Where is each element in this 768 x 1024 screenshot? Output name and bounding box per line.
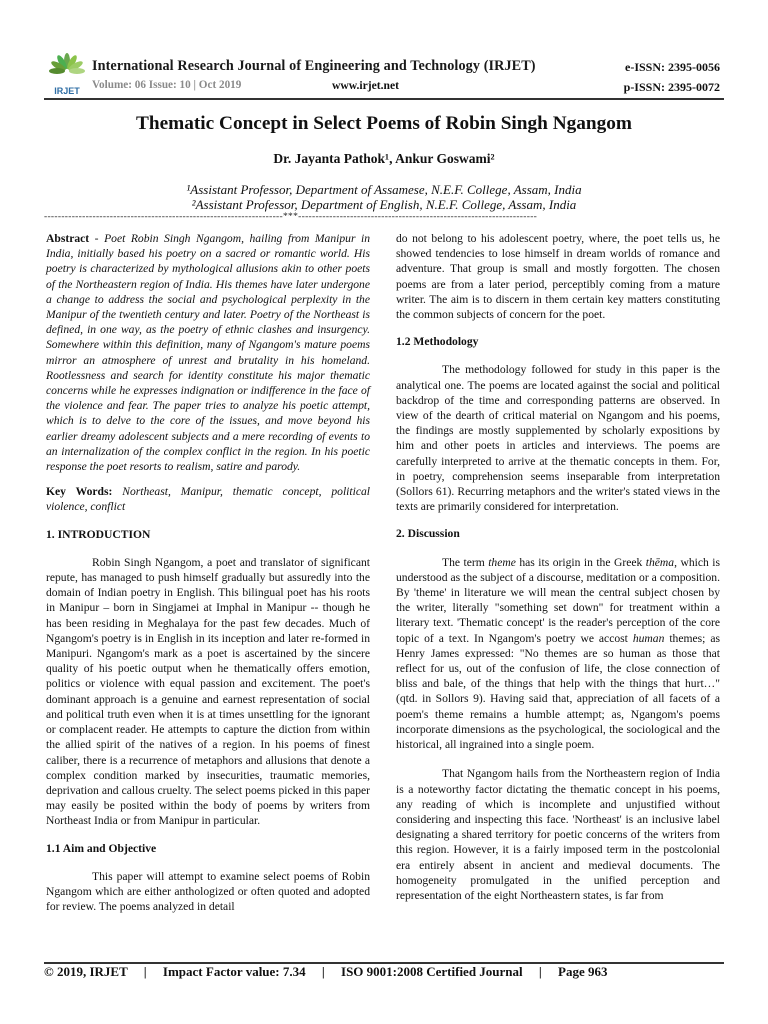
text-run: themes; as Henry James expressed: "No themes are so human as those that reflect for us, out of the confusion of life, the close connection of bliss and bale, of the things that help with the things that hurt…" (qtd. in Sollors 9). Having said that, appreciation of all facets of a poem's theme remains a humble attempt; as, Ngangom's poems incorporate dimensions as the psychological, the sociological and the historical, all ingrained into a single poem. — [396, 631, 720, 752]
affiliation-1: ¹Assistant Professor, Department of Assamese, N.E.F. College, Assam, India — [186, 182, 582, 197]
abstract-label: Abstract — [46, 232, 90, 245]
italic-term: human — [632, 631, 665, 645]
keywords-text: Northeast, Manipur, thematic concept, political violence, conflict — [46, 485, 371, 514]
logo-text: IRJET — [54, 86, 80, 96]
text-run: , which is understood as the subject of a discourse, meditation or a composition. By 'theme' in literature we will mean the central subject chosen by the writer, literally "something set down" for treatment within a literary text. 'Thematic concept' is the reader's perception of the core topic of a text. In Ngangom's poetry we accost — [396, 555, 720, 645]
journal-name: International Research Journal of Engineering and Technology (IRJET) — [92, 58, 536, 74]
left-column — [46, 231, 370, 914]
section-heading-aim: 1.1 Aim and Objective — [46, 841, 157, 855]
volume-issue: Volume: 06 Issue: 10 | Oct 2019 — [92, 79, 242, 91]
aim-paragraph-continued: do not belong to his adolescent poetry, where, the poet tells us, he showed tendencies to lose himself in dream worlds of romance and adventure. That group is small and mostly forgotten. The chosen poems are from a later period, perceptibly coming from a mature writer. The aim is to discern in them certain key matters constituting the common subjects of concern for the poet. — [396, 232, 720, 322]
paper-authors: Dr. Jayanta Pathok¹, Ankur Goswami² — [273, 151, 495, 166]
section-heading-discussion: 2. Discussion — [396, 527, 460, 541]
e-issn: e-ISSN: 2395-0056 — [625, 60, 720, 74]
abstract — [46, 231, 370, 474]
header-divider — [44, 98, 724, 100]
discussion-paragraph-1 — [396, 555, 720, 753]
italic-term: theme — [488, 555, 516, 569]
footer-copyright: © 2019, IRJET — [44, 964, 128, 979]
italic-term: thēma — [645, 555, 675, 569]
journal-website: www.irjet.net — [332, 79, 399, 92]
footer-iso: ISO 9001:2008 Certified Journal — [341, 964, 523, 979]
footer-page-number: Page 963 — [558, 964, 608, 979]
text-run: has its origin in the Greek — [515, 555, 646, 569]
abstract-text: - Poet Robin Singh Ngangom, hailing from Manipur in India, initially based his poetry on a sacred or romantic world. His poetry is characterized by mythological allusions akin to other poets of the Northeastern region of India. His themes have later undergone a change to address the social and psychological perplexity in the Manipur of the twentieth century and later. Poetry of the Northeast is defined, in one way, as the poetry of ethnic clashes and insurgency. Somewhere within this definition, many of Ngangom's mature poems mirror an atmosphere of unrest and brutality in his homeland. Rootlessness and search for identity constitute his major thematic concerns while he expresses indignation or indifference in the face of the violence and fear. The paper tries to analyze his poetic attempt, which is to delve to the core of the issues, and move beyond his earlier dreamy adolescent subjects and a mere recording of events to an internalization of the complex conflict in the region. In his poetic response the poet resorts to realism, satire and parody. — [46, 232, 370, 474]
page-footer: © 2019, IRJET | Impact Factor value: 7.34 | ISO 9001:2008 Certified Journal | Page 963 — [44, 964, 608, 979]
keywords-label: Key Words: — [46, 485, 113, 499]
methodology-paragraph: The methodology followed for study in this paper is the analytical one. The poems are located against the social and political backdrop of the time and corresponding patterns are observed. In view of the dearth of critical material on Ngangom and his poems, the findings are mostly supplemented by scholarly expositions by him and other poets in articles and interviews. The poems are carefully interpreted to arrive at the thematic concepts in them. For, in poetry, comprehension seems inseparable from interpretation (Sollors 61). Recurring metaphors and the writer's stated views in the texts are primarily considered for interpretation. — [396, 363, 720, 514]
section-separator: ---------------------------------------------------------------------***--------------------------------------------------------------------- — [44, 212, 538, 222]
text-run: The term — [442, 555, 489, 569]
paragraph-gap — [396, 752, 720, 766]
keywords — [46, 484, 370, 514]
section-heading-methodology: 1.2 Methodology — [396, 335, 479, 349]
paper-title: Thematic Concept in Select Poems of Robin Singh Ngangom — [136, 113, 632, 134]
discussion-paragraph-2: That Ngangom hails from the Northeastern region of India is a noteworthy factor dictating the thematic concept in his poems, any reading of which is incomplete and unjustified without considering and inspecting this face. 'Northeast' is an inclusive label designating a shared territory for poetic concerns of the writers from this region. However, it is a fairly imposed term in the postcolonial era entirely absent in ancient and medieval documents. The homogeneity promulgated in the unified perception and representation of the eight Northeastern states, is far from — [396, 767, 720, 902]
aim-paragraph: This paper will attempt to examine select poems of Robin Ngangom which are either anthologized or often quoted and adopted for review. The poems analyzed in detail — [46, 869, 370, 914]
footer-impact-factor: Impact Factor value: 7.34 — [162, 964, 306, 979]
section-heading-introduction: 1. INTRODUCTION — [46, 527, 151, 541]
right-column — [396, 231, 720, 903]
page-header — [0, 0, 768, 100]
irjet-logo — [44, 50, 90, 96]
affiliation-2: ²Assistant Professor, Department of English, N.E.F. College, Assam, India — [191, 197, 577, 212]
introduction-paragraph: Robin Singh Ngangom, a poet and translator of significant repute, has managed to push himself gradually but assuredly into the domain of Indian poetry in English. This bilingual poet has his roots in Manipur – born in Singjamei at Imphal in Manipur -- though he has been residing in Meghalaya for the past few decades. Much of Ngangom's poetry is in English in its inception and later re-formed in Manipuri. Ngangom's mark as a poet is ascertained by the sincere quality of his poetic output when he thematically offers emotion, politics or violence with equal passion and excitement. The poet's dominant approach is a genuine and earnest representation of social and political truth even when it is at times unsettling for the ignorant or complacent reader. He attempts to capture the diction from within the allied spirit of the natives of a region. In his poems of finest caliber, there is a recurrence of metaphors and allusions that denote a complex condition marked by insecurities, traumatic memories, deprivation and callous cruelty. The select poems picked in this paper may easily be posited within the body of poems by writers from Northeast India or from Manipur in particular. — [46, 555, 370, 828]
p-issn: p-ISSN: 2395-0072 — [623, 80, 720, 94]
